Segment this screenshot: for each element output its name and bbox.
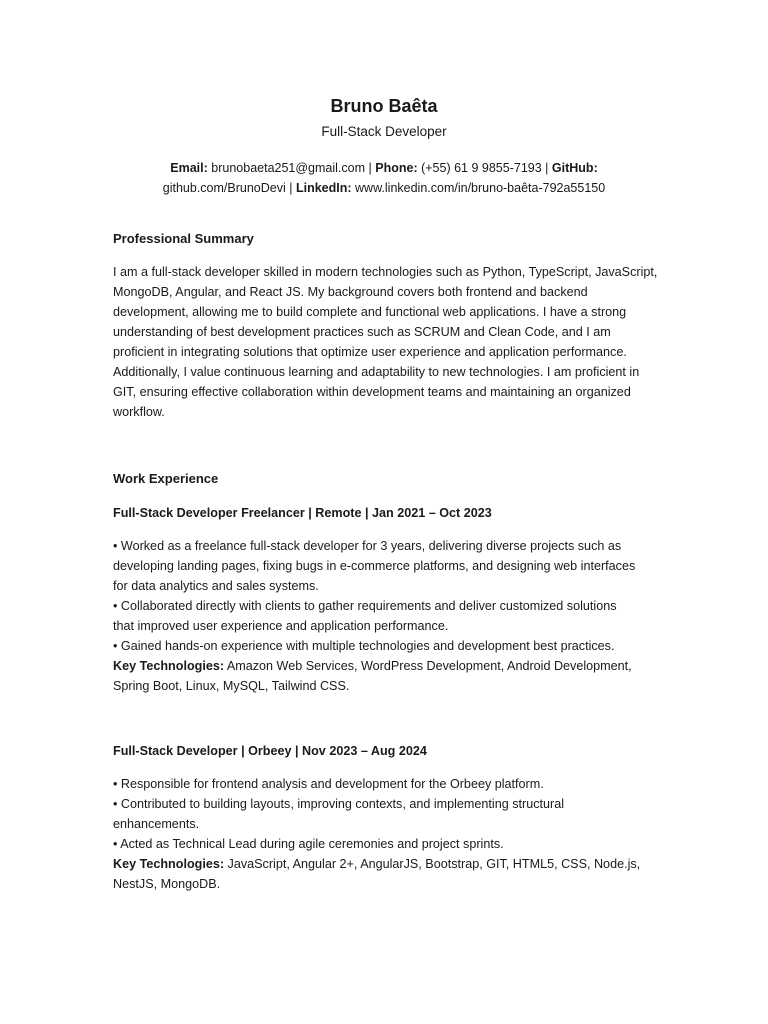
summary-line: workflow. <box>113 405 165 419</box>
summary-line: Additionally, I value continuous learning and adaptability to new technologies. I am proficient in <box>113 365 640 379</box>
job-title: Full-Stack Developer Freelancer | Remote | Jan 2021 – Oct 2023 <box>113 506 492 520</box>
job-line: that improved user experience and application performance. <box>113 619 449 633</box>
linkedin-label: LinkedIn: <box>295 181 352 195</box>
job-line: • Worked as a freelance full-stack developer for 3 years, delivering diverse projects such as <box>113 539 622 553</box>
job-description <box>113 536 658 696</box>
summary-line: MongoDB, Angular, and React JS. My background covers both frontend and backend <box>113 285 588 299</box>
tech-line: NestJS, MongoDB. <box>113 877 221 891</box>
contact-separator: | <box>545 161 549 175</box>
job-line: • Acted as Technical Lead during agile ceremonies and project sprints. <box>113 837 504 851</box>
phone-value: (+55) 61 9 9855-7193 <box>421 161 542 175</box>
summary-line: I am a full-stack developer skilled in modern technologies such as Python, TypeScript, JavaScript, <box>113 265 658 279</box>
contact-info <box>0 158 768 198</box>
tech-line <box>113 854 658 874</box>
tech-label: Key Technologies: <box>113 659 225 673</box>
candidate-title: Full-Stack Developer <box>321 124 447 139</box>
job-line: • Collaborated directly with clients to gather requirements and deliver customized solutions <box>113 599 617 613</box>
summary-line: proficient in integrating solutions that optimize user experience and application performance. <box>113 345 627 359</box>
summary-line: understanding of best development practices such as SCRUM and Clean Code, and I am <box>113 325 611 339</box>
job-line: • Contributed to building layouts, improving contexts, and implementing structural <box>113 797 565 811</box>
tech-line: Spring Boot, Linux, MySQL, Tailwind CSS. <box>113 679 350 693</box>
experience-heading: Work Experience <box>113 471 219 486</box>
tech-list: Amazon Web Services, WordPress Development, Android Development, <box>224 659 632 673</box>
resume-header <box>0 94 768 198</box>
tech-label: Key Technologies: <box>113 857 225 871</box>
github-value: github.com/BrunoDevi <box>162 181 286 195</box>
tech-line <box>113 656 658 676</box>
job-line: enhancements. <box>113 817 200 831</box>
job-line: for data analytics and sales systems. <box>113 579 319 593</box>
job-line: • Responsible for frontend analysis and development for the Orbeey platform. <box>113 777 544 791</box>
job-line: developing landing pages, fixing bugs in e-commerce platforms, and designing web interfaces <box>113 559 636 573</box>
job-line: • Gained hands-on experience with multiple technologies and development best practices. <box>113 639 615 653</box>
linkedin-value: www.linkedin.com/in/bruno-baêta-792a55150 <box>355 181 606 195</box>
email-label: Email: <box>170 161 208 175</box>
tech-list: JavaScript, Angular 2+, AngularJS, Bootstrap, GIT, HTML5, CSS, Node.js, <box>224 857 641 871</box>
phone-label: Phone: <box>375 161 418 175</box>
contact-separator: | <box>368 161 372 175</box>
summary-text <box>113 262 658 422</box>
summary-line: development, allowing me to build complete and functional web applications. I have a strong <box>113 305 627 319</box>
job-description <box>113 774 658 894</box>
candidate-name: Bruno Baêta <box>330 96 438 116</box>
github-label: GitHub: <box>551 161 598 175</box>
summary-line: GIT, ensuring effective collaboration within development teams and maintaining an organized <box>113 385 631 399</box>
summary-heading: Professional Summary <box>113 231 254 246</box>
contact-separator: | <box>289 181 293 195</box>
job-title: Full-Stack Developer | Orbeey | Nov 2023 – Aug 2024 <box>113 744 427 758</box>
email-value: brunobaeta251@gmail.com <box>211 161 366 175</box>
